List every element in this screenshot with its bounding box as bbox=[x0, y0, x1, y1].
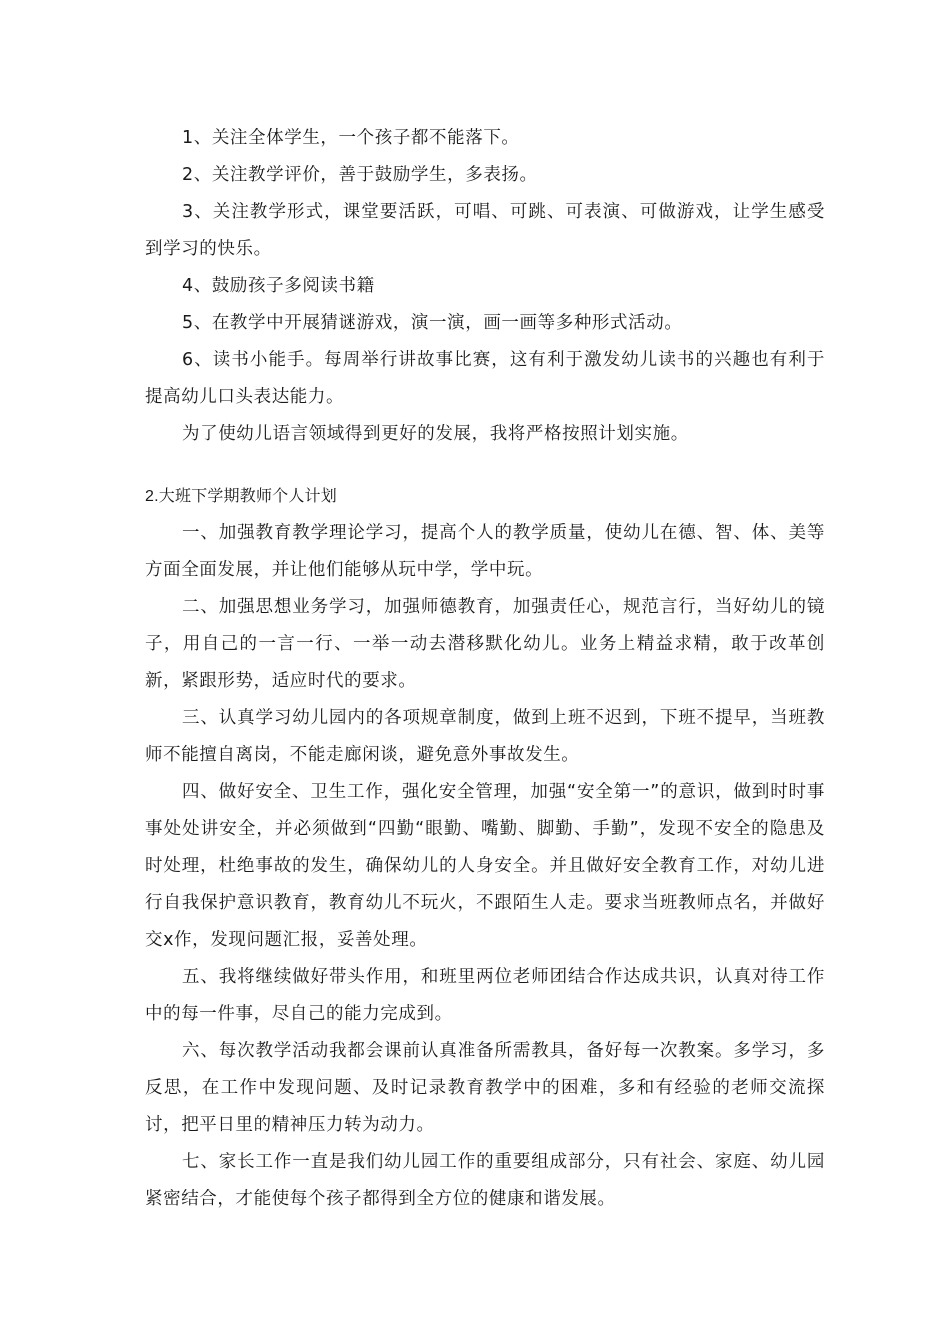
section-title: 2.大班下学期教师个人计划 bbox=[145, 488, 337, 505]
intro-item: 6、读书小能手。每周举行讲故事比赛，这有利于激发幼儿读书的兴趣也有利于提高幼儿口头表达能力。 bbox=[145, 350, 825, 407]
section-item: 五、我将继续做好带头作用，和班里两位老师团结合作达成共识，认真对待工作中的每一件事，尽自己的能力完成到。 bbox=[145, 967, 825, 1024]
section-item: 二、加强思想业务学习，加强师德教育，加强责任心，规范言行，当好幼儿的镜子，用自己的一言一行、一举一动去潜移默化幼儿。业务上精益求精，敢于改革创新，紧跟形势，适应时代的要求。 bbox=[145, 597, 825, 691]
intro-item: 2、关注教学评价，善于鼓励学生，多表扬。 bbox=[182, 165, 538, 185]
section-item: 四、做好安全、卫生工作，强化安全管理，加强“安全第一”的意识，做到时时事事处处讲安全，并必须做到“四勤“眼勤、嘴勤、脚勤、手勤”，发现不安全的隐患及时处理，杜绝事故的发生，确保幼儿的人身安全。并且做好安全教育工作，对幼儿进行自我保护意识教育，教育幼儿不玩火，不跟陌生人走。要求当班教师点名，并做好交x作，发现问题汇报，妥善处理。 bbox=[145, 782, 825, 950]
document-body bbox=[145, 120, 825, 1218]
intro-item: 4、鼓励孩子多阅读书籍 bbox=[182, 276, 375, 296]
intro-conclusion: 为了使幼儿语言领域得到更好的发展，我将严格按照计划实施。 bbox=[182, 424, 689, 444]
intro-item: 1、关注全体学生，一个孩子都不能落下。 bbox=[182, 128, 520, 148]
section-item: 三、认真学习幼儿园内的各项规章制度，做到上班不迟到，下班不提早，当班教师不能擅自离岗，不能走廊闲谈，避免意外事故发生。 bbox=[145, 708, 825, 765]
section-item: 六、每次教学活动我都会课前认真准备所需教具，备好每一次教案。多学习，多反思，在工作中发现问题、及时记录教育教学中的困难，多和有经验的老师交流探讨，把平日里的精神压力转为动力。 bbox=[145, 1041, 825, 1135]
intro-item: 5、在教学中开展猜谜游戏，演一演，画一画等多种形式活动。 bbox=[182, 313, 683, 333]
section-item: 一、加强教育教学理论学习，提高个人的教学质量，使幼儿在德、智、体、美等方面全面发展，并让他们能够从玩中学，学中玩。 bbox=[145, 523, 825, 580]
intro-item: 3、关注教学形式，课堂要活跃，可唱、可跳、可表演、可做游戏，让学生感受到学习的快乐。 bbox=[145, 202, 825, 259]
section-item: 七、家长工作一直是我们幼儿园工作的重要组成部分，只有社会、家庭、幼儿园紧密结合，才能使每个孩子都得到全方位的健康和谐发展。 bbox=[145, 1152, 825, 1209]
